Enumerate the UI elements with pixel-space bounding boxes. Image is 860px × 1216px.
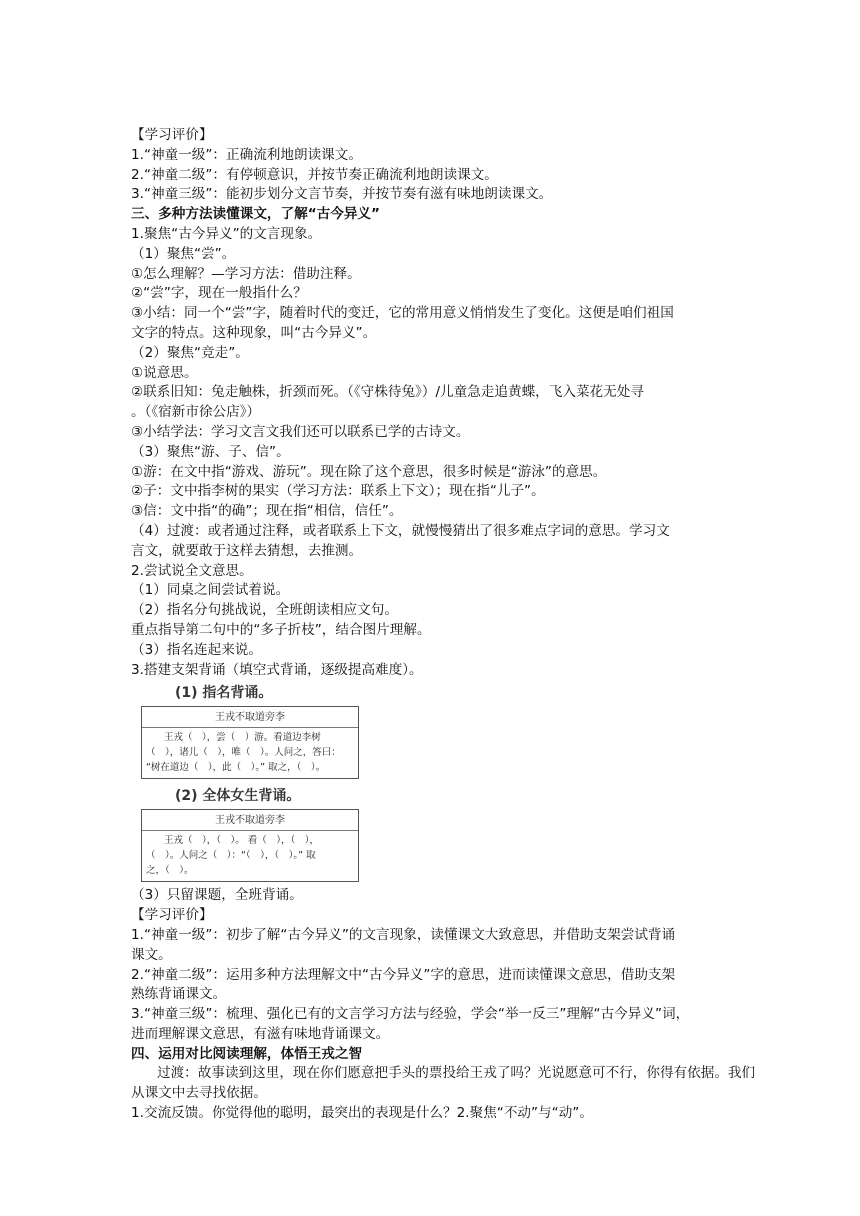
figure-1-row: （ ），诸儿（ ），唯（ ）。人问之，答曰： — [146, 747, 341, 759]
evaluation-block-2 — [131, 886, 761, 1044]
section-3-body — [131, 225, 761, 680]
section-heading-4: 四、运用对比阅读理解，体悟王戎之智 — [131, 1045, 363, 1062]
figure-2-row: （ ）。人问之（ ）：“（ ），（ ）。” 取 — [146, 850, 316, 862]
text-line: （2）指名分句挑战说，全班朗读相应文句。 — [131, 602, 398, 619]
text-line: 【学习评价】 — [131, 907, 213, 924]
text-line: 言文，就要敢于这样去猜想，去推测。 — [131, 542, 363, 559]
text-line: 1.聚焦“古今异义”的文言现象。 — [131, 225, 322, 242]
transition-paragraph: 过渡：故事读到这里，现在你们愿意把手头的票投给王戎了吗？光说愿意可不行，你得有依据。我们从课文中去寻找依据。 — [131, 1065, 756, 1102]
text-line: （1）同桌之间尝试着说。 — [131, 582, 290, 599]
figure-2-fill-in-box — [141, 809, 359, 882]
figure-1-row: “树在道边（ ），此（ ）。” 取之，（ ）。 — [146, 762, 326, 774]
text-line: 2.尝试说全文意思。 — [131, 562, 253, 579]
figure-1-row: 王戎（ ），尝（ ）游。看道边李树 — [164, 732, 321, 744]
text-line: ③信：文中指“的确”；现在指“相信，信任”。 — [131, 503, 403, 520]
text-line: 进而理解课文意思，有滋有味地背诵课文。 — [131, 1025, 390, 1042]
figure-1-title: 王戎不取道旁李 — [142, 707, 358, 728]
text-line: ②子：文中指李树的果实（学习方法：联系上下文）；现在指“儿子”。 — [131, 483, 545, 500]
text-line: 熟练背诵课文。 — [131, 986, 227, 1003]
text-line: ①怎么理解？—学习方法：借助注释。 — [131, 265, 361, 282]
recitation-figure-2 — [141, 787, 761, 882]
text-line: （2）聚焦“竞走”。 — [131, 344, 249, 361]
figure-2-caption: (2) 全体女生背诵。 — [175, 788, 301, 805]
text-line: ①说意思。 — [131, 364, 198, 381]
figure-2-title: 王戎不取道旁李 — [142, 810, 358, 831]
text-line: ③小结学法：学习文言文我们还可以联系已学的古诗文。 — [131, 423, 470, 440]
figure-2-row: 王戎（ ），（ ）。 看（ ），（ ）， — [164, 835, 320, 847]
text-line: 3.“神童三级”：梳理、强化已有的文言学习方法与经验，学会“举一反三”理解“古今异义”词， — [131, 1006, 690, 1023]
final-line: 1.交流反馈。你觉得他的聪明，最突出的表现是什么？2.聚焦“不动”与“动”。 — [131, 1105, 593, 1122]
text-line: （1）聚焦“尝”。 — [131, 245, 236, 262]
document-page — [131, 126, 761, 1124]
text-line: （3）聚焦“游、子、信”。 — [131, 443, 290, 460]
text-line: 。（《宿新市徐公店》） — [131, 404, 261, 421]
text-line: （3）指名连起来说。 — [131, 641, 262, 658]
text-line: 重点指导第二句中的“多子折枝”，结合图片理解。 — [131, 621, 431, 638]
text-line: ③小结：同一个“尝”字，随着时代的变迁，它的常用意义悄悄发生了变化。这便是咱们祖国 — [131, 305, 674, 322]
recitation-figure-1 — [141, 684, 761, 779]
text-line: ②联系旧知：兔走触株，折颈而死。（《守株待兔》）/儿童急走追黄蝶，飞入菜花无处寻 — [131, 384, 644, 401]
text-line: 3.“神童三级”：能初步划分文言节奏，并按节奏有滋有味地朗读课文。 — [131, 186, 553, 203]
text-line: （4）过渡：或者通过注释，或者联系上下文，就慢慢猜出了很多难点字词的意思。学习文 — [131, 522, 670, 539]
text-line: 1.“神童一级”：正确流利地朗读课文。 — [131, 146, 362, 163]
text-line: 1.“神童一级”：初步了解“古今异义”的文言现象，读懂课文大致意思，并借助支架尝试背诵 — [131, 926, 676, 943]
figure-1-fill-in-box — [141, 706, 359, 779]
figure-1-caption: (1) 指名背诵。 — [175, 685, 273, 702]
text-line: ②“尝”字，现在一般指什么？ — [131, 285, 307, 302]
text-line: 2.“神童二级”：有停顿意识，并按节奏正确流利地朗读课文。 — [131, 166, 498, 183]
text-line: ①游：在文中指“游戏、游玩”。现在除了这个意思，很多时候是“游泳”的意思。 — [131, 463, 607, 480]
text-line: 【学习评价】 — [131, 127, 213, 143]
section-heading-3: 三、多种方法读懂课文，了解“古今异义” — [131, 206, 380, 223]
text-line: 文字的特点。这种现象，叫“古今异义”。 — [131, 324, 377, 341]
text-line: 3.搭建支架背诵（填空式背诵，逐级提高难度）。 — [131, 661, 423, 678]
text-line: 课文。 — [131, 946, 172, 963]
figure-2-row: 之，（ ）。 — [146, 865, 194, 877]
text-line: 2.“神童二级”：运用多种方法理解文中“古今异义”字的意思，进而读懂课文意思，借助支架 — [131, 966, 676, 983]
evaluation-block-1 — [131, 126, 761, 205]
text-line: （3）只留课题，全班背诵。 — [131, 887, 303, 904]
